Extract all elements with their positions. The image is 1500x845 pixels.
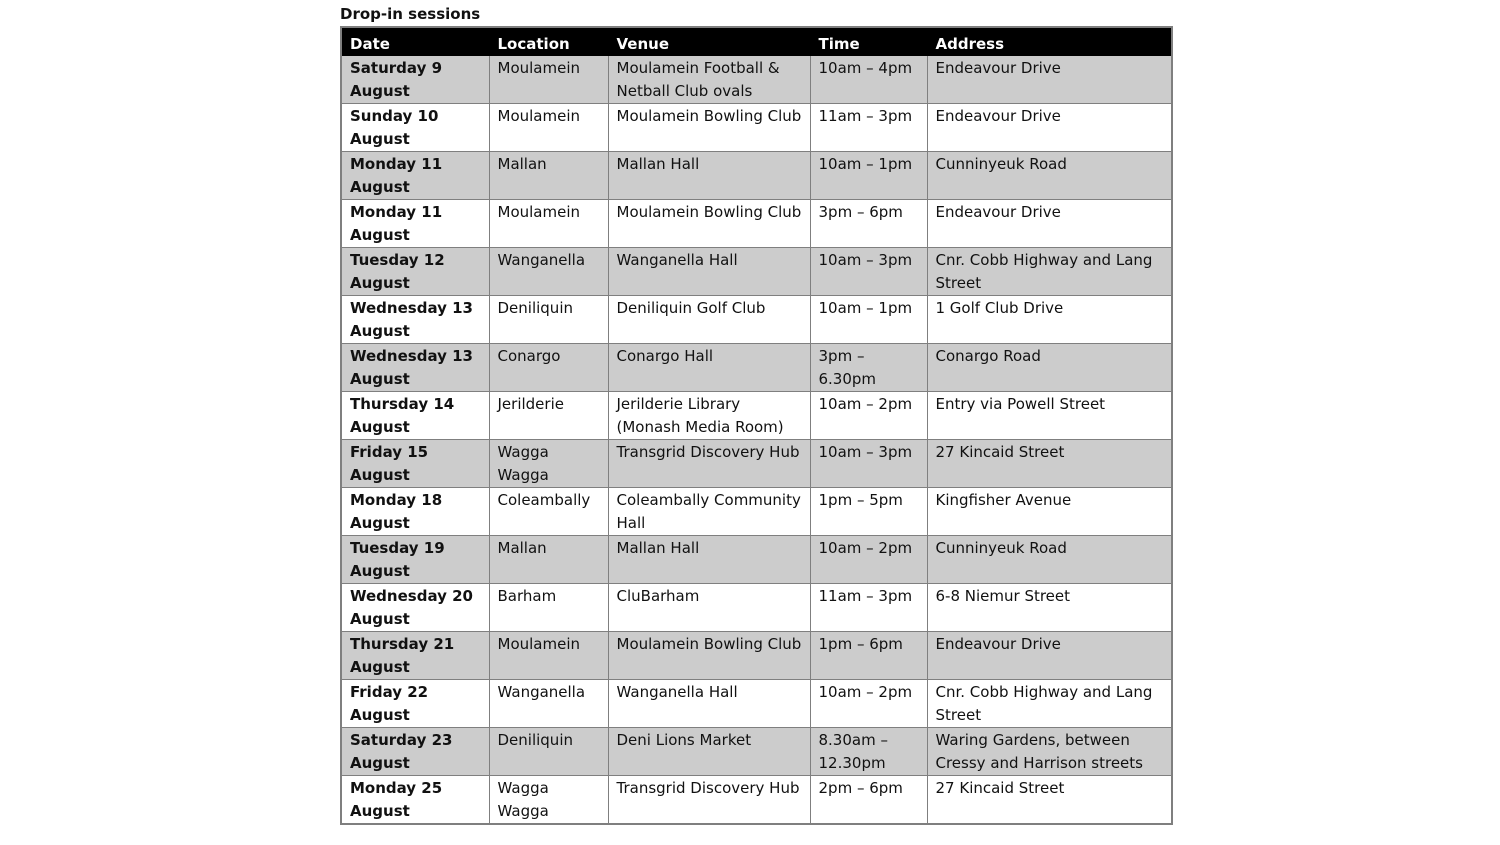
cell-location: Jerilderie [489,392,608,440]
cell-venue: Moulamein Football & Netball Club ovals [608,56,810,104]
cell-date: Thursday 14 August [341,392,489,440]
cell-address: Waring Gardens, between Cressy and Harrison streets [927,728,1172,776]
cell-venue: Transgrid Discovery Hub [608,440,810,488]
cell-venue: Moulamein Bowling Club [608,104,810,152]
cell-date: Friday 15 August [341,440,489,488]
cell-date: Wednesday 13 August [341,296,489,344]
column-header-time: Time [810,27,927,56]
cell-venue: Deni Lions Market [608,728,810,776]
cell-time: 10am – 2pm [810,536,927,584]
cell-location: Moulamein [489,200,608,248]
cell-location: Deniliquin [489,296,608,344]
cell-address: Cunninyeuk Road [927,152,1172,200]
cell-venue: Deniliquin Golf Club [608,296,810,344]
table-row [341,248,1172,296]
table-row [341,776,1172,825]
cell-time: 10am – 2pm [810,392,927,440]
cell-time: 10am – 3pm [810,248,927,296]
cell-time: 1pm – 6pm [810,632,927,680]
cell-date: Wednesday 13 August [341,344,489,392]
table-row [341,152,1172,200]
cell-date: Friday 22 August [341,680,489,728]
cell-time: 3pm – 6.30pm [810,344,927,392]
cell-address: 1 Golf Club Drive [927,296,1172,344]
cell-address: Cnr. Cobb Highway and Lang Street [927,248,1172,296]
cell-date: Monday 11 August [341,200,489,248]
cell-address: 27 Kincaid Street [927,776,1172,825]
cell-address: Conargo Road [927,344,1172,392]
cell-venue: Moulamein Bowling Club [608,632,810,680]
cell-location: Barham [489,584,608,632]
table-header [341,27,1172,56]
cell-address: Entry via Powell Street [927,392,1172,440]
cell-venue: Mallan Hall [608,536,810,584]
cell-date: Monday 18 August [341,488,489,536]
column-header-location: Location [489,27,608,56]
table-row [341,440,1172,488]
column-header-address: Address [927,27,1172,56]
cell-address: 6-8 Niemur Street [927,584,1172,632]
cell-venue: Jerilderie Library (Monash Media Room) [608,392,810,440]
cell-date: Monday 25 August [341,776,489,825]
table-row [341,200,1172,248]
cell-venue: Wanganella Hall [608,680,810,728]
cell-date: Monday 11 August [341,152,489,200]
cell-location: Wagga Wagga [489,440,608,488]
table-body [341,56,1172,825]
cell-location: Mallan [489,152,608,200]
cell-venue: Wanganella Hall [608,248,810,296]
table-row [341,632,1172,680]
cell-time: 10am – 4pm [810,56,927,104]
cell-time: 10am – 3pm [810,440,927,488]
table-caption: Drop-in sessions [340,5,481,23]
cell-address: Cunninyeuk Road [927,536,1172,584]
cell-time: 3pm – 6pm [810,200,927,248]
cell-address: Endeavour Drive [927,200,1172,248]
cell-location: Conargo [489,344,608,392]
cell-location: Moulamein [489,56,608,104]
cell-venue: Transgrid Discovery Hub [608,776,810,825]
table-row [341,392,1172,440]
cell-venue: Moulamein Bowling Club [608,200,810,248]
table-row [341,56,1172,104]
table-row [341,584,1172,632]
drop-in-sessions-table [340,26,1173,825]
table-row [341,728,1172,776]
cell-address: Endeavour Drive [927,56,1172,104]
cell-address: Endeavour Drive [927,632,1172,680]
cell-location: Wagga Wagga [489,776,608,825]
cell-location: Moulamein [489,104,608,152]
column-header-venue: Venue [608,27,810,56]
cell-address: 27 Kincaid Street [927,440,1172,488]
cell-venue: Mallan Hall [608,152,810,200]
cell-venue: CluBarham [608,584,810,632]
cell-location: Coleambally [489,488,608,536]
cell-time: 11am – 3pm [810,104,927,152]
cell-address: Endeavour Drive [927,104,1172,152]
cell-time: 8.30am – 12.30pm [810,728,927,776]
cell-date: Saturday 9 August [341,56,489,104]
cell-location: Deniliquin [489,728,608,776]
cell-time: 10am – 2pm [810,680,927,728]
table-row [341,536,1172,584]
table-row [341,104,1172,152]
table-row [341,488,1172,536]
cell-time: 10am – 1pm [810,296,927,344]
cell-location: Moulamein [489,632,608,680]
cell-date: Tuesday 12 August [341,248,489,296]
table-row [341,680,1172,728]
cell-date: Saturday 23 August [341,728,489,776]
cell-date: Wednesday 20 August [341,584,489,632]
table-row [341,296,1172,344]
cell-time: 1pm – 5pm [810,488,927,536]
cell-location: Mallan [489,536,608,584]
header-row [341,27,1172,56]
cell-date: Tuesday 19 August [341,536,489,584]
cell-location: Wanganella [489,248,608,296]
cell-date: Sunday 10 August [341,104,489,152]
cell-time: 10am – 1pm [810,152,927,200]
cell-venue: Coleambally Community Hall [608,488,810,536]
cell-date: Thursday 21 August [341,632,489,680]
cell-address: Kingfisher Avenue [927,488,1172,536]
cell-venue: Conargo Hall [608,344,810,392]
table-row [341,344,1172,392]
cell-location: Wanganella [489,680,608,728]
cell-time: 11am – 3pm [810,584,927,632]
cell-time: 2pm – 6pm [810,776,927,825]
column-header-date: Date [341,27,489,56]
cell-address: Cnr. Cobb Highway and Lang Street [927,680,1172,728]
